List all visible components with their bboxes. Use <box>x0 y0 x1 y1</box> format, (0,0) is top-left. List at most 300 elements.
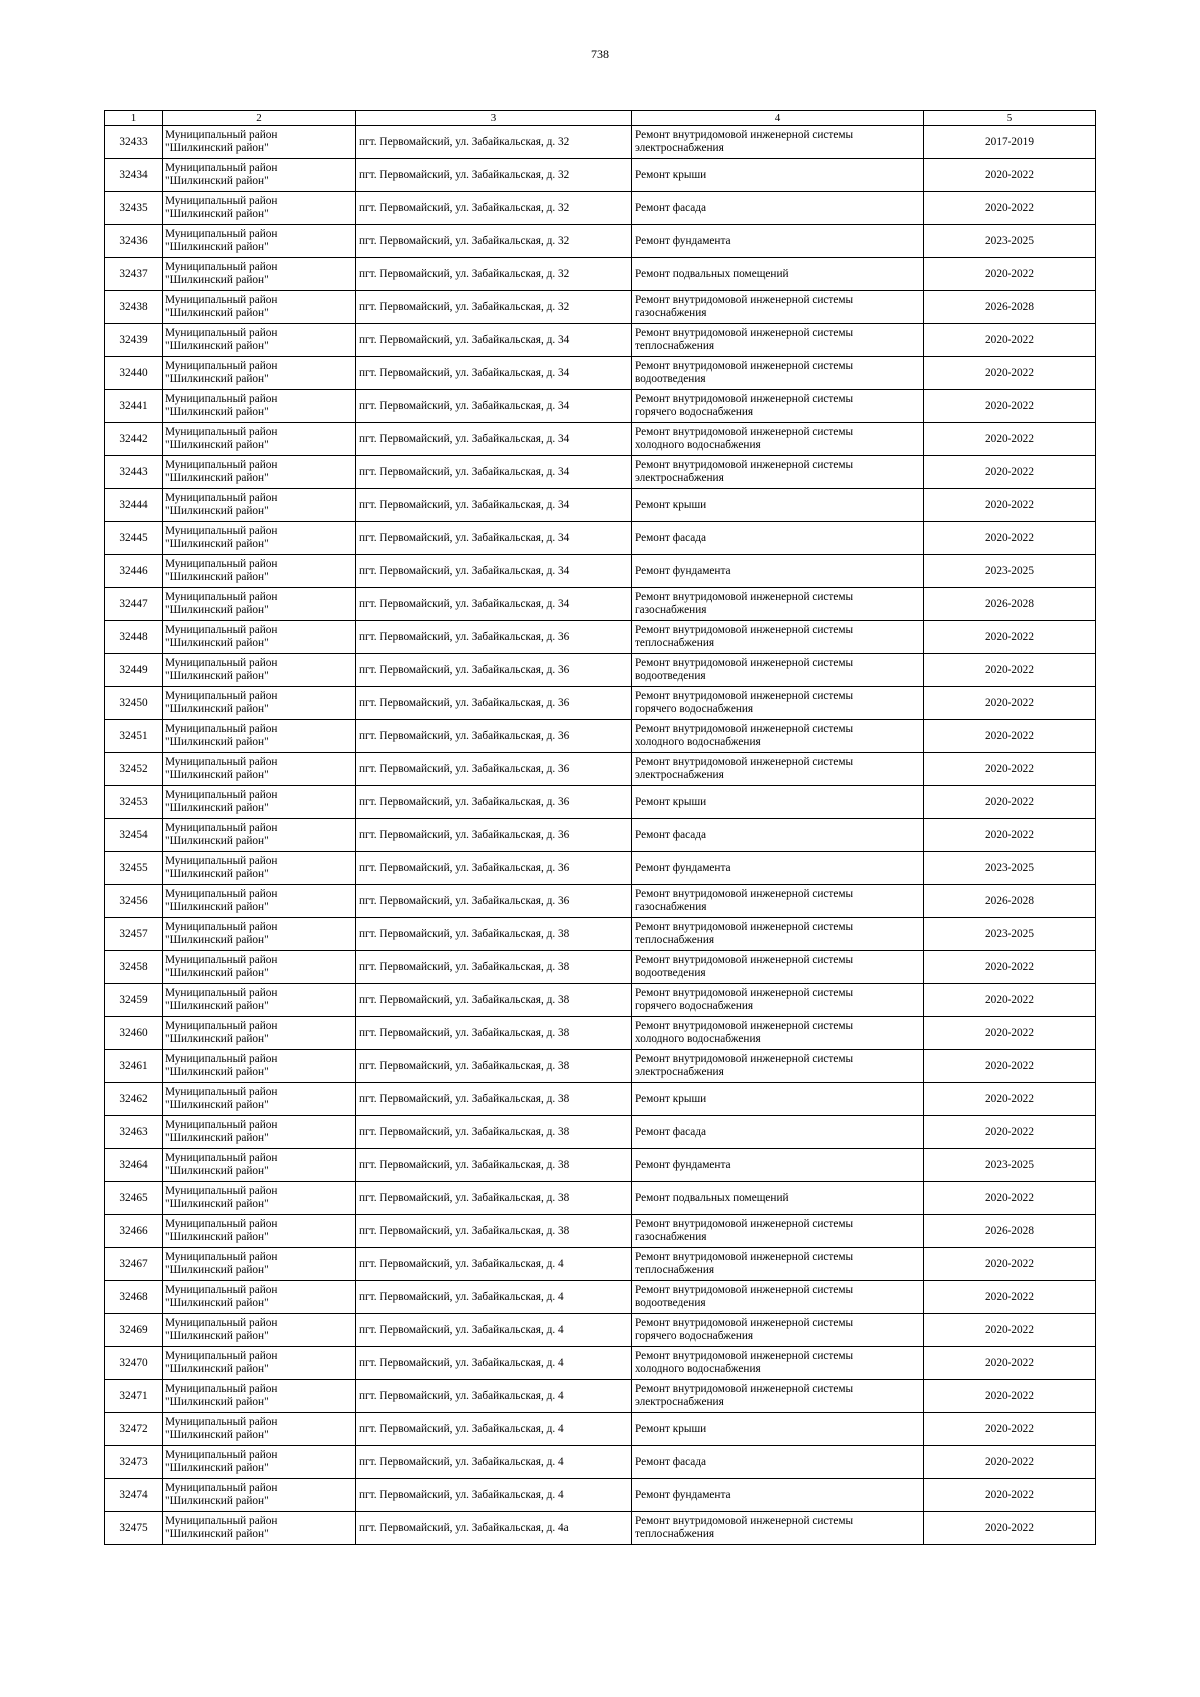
work-type-cell <box>632 258 924 291</box>
work-type-line: Ремонт фундамента <box>635 861 731 874</box>
period-cell: 2020-2022 <box>924 1512 1096 1545</box>
work-type-line: Ремонт фасада <box>635 1125 707 1138</box>
work-type-line: водоотведения <box>635 670 706 682</box>
period-cell: 2020-2022 <box>924 456 1096 489</box>
work-type-line: электроснабжения <box>635 769 724 781</box>
work-type-line: Ремонт внутридомовой инженерной системы <box>635 1350 854 1362</box>
address-cell: пгт. Первомайский, ул. Забайкальская, д. 32 <box>356 192 632 225</box>
address-cell: пгт. Первомайский, ул. Забайкальская, д. 36 <box>356 753 632 786</box>
table-row <box>105 984 1096 1017</box>
address-cell: пгт. Первомайский, ул. Забайкальская, д. 38 <box>356 984 632 1017</box>
period-cell: 2023-2025 <box>924 225 1096 258</box>
work-type-cell <box>632 1248 924 1281</box>
work-type-line: Ремонт внутридомовой инженерной системы <box>635 1053 854 1065</box>
table-row <box>105 324 1096 357</box>
row-number-cell: 32459 <box>105 984 163 1017</box>
municipality-line: Муниципальный район <box>165 822 278 834</box>
municipality-line: "Шилкинский район" <box>165 604 269 616</box>
address-cell: пгт. Первомайский, ул. Забайкальская, д. 32 <box>356 159 632 192</box>
address-cell: пгт. Первомайский, ул. Забайкальская, д. 34 <box>356 522 632 555</box>
address-cell: пгт. Первомайский, ул. Забайкальская, д. 32 <box>356 258 632 291</box>
municipality-cell <box>163 1116 356 1149</box>
municipality-line: Муниципальный район <box>165 789 278 801</box>
work-type-cell <box>632 1446 924 1479</box>
row-number-cell: 32466 <box>105 1215 163 1248</box>
municipality-line: Муниципальный район <box>165 954 278 966</box>
table-row <box>105 258 1096 291</box>
work-type-line: Ремонт внутридомовой инженерной системы <box>635 294 854 306</box>
table-row <box>105 1413 1096 1446</box>
row-number-cell: 32446 <box>105 555 163 588</box>
row-number-cell: 32437 <box>105 258 163 291</box>
municipality-cell <box>163 852 356 885</box>
municipality-cell <box>163 291 356 324</box>
work-type-cell <box>632 192 924 225</box>
municipality-line: Муниципальный район <box>165 129 278 141</box>
work-type-line: газоснабжения <box>635 901 707 913</box>
work-type-line: теплоснабжения <box>635 934 715 946</box>
municipality-line: "Шилкинский район" <box>165 1165 269 1177</box>
period-cell: 2020-2022 <box>924 357 1096 390</box>
table-row <box>105 1215 1096 1248</box>
municipality-line: Муниципальный район <box>165 756 278 768</box>
municipality-line: Муниципальный район <box>165 393 278 405</box>
address-cell: пгт. Первомайский, ул. Забайкальская, д. 36 <box>356 720 632 753</box>
municipality-cell <box>163 1050 356 1083</box>
address-cell: пгт. Первомайский, ул. Забайкальская, д. 4 <box>356 1248 632 1281</box>
period-cell: 2026-2028 <box>924 1215 1096 1248</box>
period-cell: 2020-2022 <box>924 1314 1096 1347</box>
period-cell: 2020-2022 <box>924 390 1096 423</box>
municipality-line: Муниципальный район <box>165 1086 278 1098</box>
row-number-cell: 32453 <box>105 786 163 819</box>
address-cell: пгт. Первомайский, ул. Забайкальская, д. 34 <box>356 324 632 357</box>
work-type-cell <box>632 456 924 489</box>
municipality-line: Муниципальный район <box>165 1515 278 1527</box>
work-type-line: Ремонт фундамента <box>635 1158 731 1171</box>
municipality-line: "Шилкинский район" <box>165 1132 269 1144</box>
work-type-line: Ремонт фундамента <box>635 234 731 247</box>
work-type-cell <box>632 555 924 588</box>
municipality-line: "Шилкинский район" <box>165 637 269 649</box>
row-number-cell: 32449 <box>105 654 163 687</box>
municipality-line: "Шилкинский район" <box>165 208 269 220</box>
work-type-line: Ремонт внутридомовой инженерной системы <box>635 426 854 438</box>
period-cell: 2020-2022 <box>924 720 1096 753</box>
period-cell: 2020-2022 <box>924 654 1096 687</box>
municipality-line: "Шилкинский район" <box>165 274 269 286</box>
period-cell: 2020-2022 <box>924 1479 1096 1512</box>
work-type-line: Ремонт фундамента <box>635 564 731 577</box>
address-cell: пгт. Первомайский, ул. Забайкальская, д. 38 <box>356 1017 632 1050</box>
work-type-cell <box>632 588 924 621</box>
work-type-line: Ремонт внутридомовой инженерной системы <box>635 756 854 768</box>
table-row <box>105 1050 1096 1083</box>
work-type-cell <box>632 1017 924 1050</box>
municipality-cell <box>163 1017 356 1050</box>
municipality-line: Муниципальный район <box>165 459 278 471</box>
row-number-cell: 32462 <box>105 1083 163 1116</box>
work-type-line: горячего водоснабжения <box>635 406 754 418</box>
municipality-line: "Шилкинский район" <box>165 901 269 913</box>
work-type-line: теплоснабжения <box>635 637 715 649</box>
municipality-cell <box>163 1215 356 1248</box>
address-cell: пгт. Первомайский, ул. Забайкальская, д. 36 <box>356 621 632 654</box>
municipality-cell <box>163 984 356 1017</box>
address-cell: пгт. Первомайский, ул. Забайкальская, д. 4 <box>356 1380 632 1413</box>
address-cell: пгт. Первомайский, ул. Забайкальская, д. 36 <box>356 819 632 852</box>
period-cell: 2020-2022 <box>924 192 1096 225</box>
address-cell: пгт. Первомайский, ул. Забайкальская, д. 38 <box>356 1215 632 1248</box>
address-cell: пгт. Первомайский, ул. Забайкальская, д. 38 <box>356 1083 632 1116</box>
municipality-cell <box>163 489 356 522</box>
work-type-cell <box>632 225 924 258</box>
municipality-cell <box>163 456 356 489</box>
work-type-line: Ремонт крыши <box>635 1092 707 1105</box>
period-cell: 2020-2022 <box>924 753 1096 786</box>
municipality-line: "Шилкинский район" <box>165 1297 269 1309</box>
work-type-cell <box>632 159 924 192</box>
municipality-cell <box>163 621 356 654</box>
address-cell: пгт. Первомайский, ул. Забайкальская, д. 34 <box>356 456 632 489</box>
address-cell: пгт. Первомайский, ул. Забайкальская, д. 36 <box>356 852 632 885</box>
table-row <box>105 1512 1096 1545</box>
work-type-line: теплоснабжения <box>635 340 715 352</box>
period-cell: 2020-2022 <box>924 687 1096 720</box>
work-type-cell <box>632 1512 924 1545</box>
work-type-cell <box>632 1215 924 1248</box>
work-type-cell <box>632 687 924 720</box>
municipality-line: "Шилкинский район" <box>165 1033 269 1045</box>
address-cell: пгт. Первомайский, ул. Забайкальская, д. 4а <box>356 1512 632 1545</box>
municipality-cell <box>163 423 356 456</box>
repair-schedule-table <box>104 110 1096 1545</box>
municipality-cell <box>163 258 356 291</box>
municipality-cell <box>163 786 356 819</box>
table-row <box>105 192 1096 225</box>
address-cell: пгт. Первомайский, ул. Забайкальская, д. 32 <box>356 225 632 258</box>
period-cell: 2020-2022 <box>924 1083 1096 1116</box>
municipality-line: Муниципальный район <box>165 987 278 999</box>
period-cell: 2020-2022 <box>924 258 1096 291</box>
address-cell: пгт. Первомайский, ул. Забайкальская, д. 38 <box>356 1149 632 1182</box>
municipality-cell <box>163 1149 356 1182</box>
row-number-cell: 32448 <box>105 621 163 654</box>
municipality-cell <box>163 225 356 258</box>
column-header-1: 1 <box>105 111 163 126</box>
work-type-cell <box>632 126 924 159</box>
table-row <box>105 522 1096 555</box>
table-row <box>105 1083 1096 1116</box>
address-cell: пгт. Первомайский, ул. Забайкальская, д. 36 <box>356 654 632 687</box>
municipality-line: "Шилкинский район" <box>165 142 269 154</box>
municipality-line: "Шилкинский район" <box>165 307 269 319</box>
address-cell: пгт. Первомайский, ул. Забайкальская, д. 4 <box>356 1479 632 1512</box>
row-number-cell: 32452 <box>105 753 163 786</box>
table-row <box>105 786 1096 819</box>
work-type-line: Ремонт внутридомовой инженерной системы <box>635 723 854 735</box>
work-type-line: Ремонт внутридомовой инженерной системы <box>635 393 854 405</box>
row-number-cell: 32433 <box>105 126 163 159</box>
work-type-cell <box>632 1380 924 1413</box>
address-cell: пгт. Первомайский, ул. Забайкальская, д. 36 <box>356 786 632 819</box>
municipality-line: "Шилкинский район" <box>165 1066 269 1078</box>
municipality-line: "Шилкинский район" <box>165 703 269 715</box>
work-type-cell <box>632 951 924 984</box>
period-cell: 2026-2028 <box>924 291 1096 324</box>
municipality-line: "Шилкинский район" <box>165 1462 269 1474</box>
table-row <box>105 1017 1096 1050</box>
row-number-cell: 32454 <box>105 819 163 852</box>
municipality-line: Муниципальный район <box>165 1317 278 1329</box>
work-type-cell <box>632 1149 924 1182</box>
work-type-cell <box>632 489 924 522</box>
municipality-cell <box>163 1281 356 1314</box>
municipality-line: "Шилкинский район" <box>165 670 269 682</box>
row-number-cell: 32443 <box>105 456 163 489</box>
municipality-line: "Шилкинский район" <box>165 241 269 253</box>
table-row <box>105 819 1096 852</box>
row-number-cell: 32441 <box>105 390 163 423</box>
municipality-cell <box>163 1083 356 1116</box>
municipality-line: "Шилкинский район" <box>165 406 269 418</box>
municipality-line: Муниципальный район <box>165 690 278 702</box>
municipality-cell <box>163 126 356 159</box>
address-cell: пгт. Первомайский, ул. Забайкальская, д. 36 <box>356 687 632 720</box>
table-row <box>105 126 1096 159</box>
period-cell: 2023-2025 <box>924 555 1096 588</box>
period-cell: 2026-2028 <box>924 588 1096 621</box>
municipality-cell <box>163 951 356 984</box>
work-type-line: горячего водоснабжения <box>635 703 754 715</box>
municipality-cell <box>163 1479 356 1512</box>
period-cell: 2020-2022 <box>924 819 1096 852</box>
period-cell: 2020-2022 <box>924 951 1096 984</box>
work-type-line: Ремонт внутридомовой инженерной системы <box>635 459 854 471</box>
table-row <box>105 456 1096 489</box>
table-row <box>105 1281 1096 1314</box>
work-type-line: горячего водоснабжения <box>635 1000 754 1012</box>
row-number-cell: 32439 <box>105 324 163 357</box>
row-number-cell: 32475 <box>105 1512 163 1545</box>
municipality-line: Муниципальный район <box>165 294 278 306</box>
table-row <box>105 555 1096 588</box>
municipality-line: Муниципальный район <box>165 228 278 240</box>
municipality-line: Муниципальный район <box>165 1416 278 1428</box>
work-type-line: Ремонт крыши <box>635 795 707 808</box>
municipality-cell <box>163 390 356 423</box>
work-type-cell <box>632 357 924 390</box>
work-type-line: Ремонт внутридомовой инженерной системы <box>635 327 854 339</box>
address-cell: пгт. Первомайский, ул. Забайкальская, д. 4 <box>356 1347 632 1380</box>
row-number-cell: 32467 <box>105 1248 163 1281</box>
municipality-line: "Шилкинский район" <box>165 1528 269 1540</box>
period-cell: 2020-2022 <box>924 1017 1096 1050</box>
work-type-line: Ремонт внутридомовой инженерной системы <box>635 1317 854 1329</box>
work-type-line: Ремонт внутридомовой инженерной системы <box>635 888 854 900</box>
row-number-cell: 32435 <box>105 192 163 225</box>
municipality-line: "Шилкинский район" <box>165 373 269 385</box>
work-type-line: Ремонт подвальных помещений <box>635 267 789 280</box>
work-type-line: водоотведения <box>635 373 706 385</box>
table-row <box>105 159 1096 192</box>
municipality-line: Муниципальный район <box>165 492 278 504</box>
address-cell: пгт. Первомайский, ул. Забайкальская, д. 4 <box>356 1281 632 1314</box>
table-row <box>105 225 1096 258</box>
period-cell: 2020-2022 <box>924 1413 1096 1446</box>
table-row <box>105 291 1096 324</box>
work-type-line: Ремонт фасада <box>635 531 707 544</box>
municipality-line: "Шилкинский район" <box>165 736 269 748</box>
period-cell: 2020-2022 <box>924 1116 1096 1149</box>
municipality-line: "Шилкинский район" <box>165 571 269 583</box>
table-row <box>105 1479 1096 1512</box>
header-row <box>105 111 1096 126</box>
municipality-line: "Шилкинский район" <box>165 934 269 946</box>
work-type-line: Ремонт внутридомовой инженерной системы <box>635 624 854 636</box>
address-cell: пгт. Первомайский, ул. Забайкальская, д. 38 <box>356 951 632 984</box>
municipality-line: Муниципальный район <box>165 558 278 570</box>
municipality-line: "Шилкинский район" <box>165 967 269 979</box>
municipality-line: "Шилкинский район" <box>165 340 269 352</box>
table-row <box>105 1347 1096 1380</box>
address-cell: пгт. Первомайский, ул. Забайкальская, д. 32 <box>356 126 632 159</box>
address-cell: пгт. Первомайский, ул. Забайкальская, д. 34 <box>356 588 632 621</box>
municipality-line: Муниципальный район <box>165 1284 278 1296</box>
table-row <box>105 1314 1096 1347</box>
work-type-line: холодного водоснабжения <box>635 1033 761 1045</box>
work-type-line: Ремонт внутридомовой инженерной системы <box>635 1383 854 1395</box>
municipality-line: Муниципальный район <box>165 360 278 372</box>
municipality-line: "Шилкинский район" <box>165 802 269 814</box>
column-header-3: 3 <box>356 111 632 126</box>
municipality-line: Муниципальный район <box>165 525 278 537</box>
municipality-line: "Шилкинский район" <box>165 175 269 187</box>
municipality-cell <box>163 555 356 588</box>
row-number-cell: 32444 <box>105 489 163 522</box>
work-type-cell <box>632 1347 924 1380</box>
table-row <box>105 588 1096 621</box>
municipality-line: "Шилкинский район" <box>165 1396 269 1408</box>
municipality-cell <box>163 522 356 555</box>
work-type-cell <box>632 324 924 357</box>
work-type-line: Ремонт внутридомовой инженерной системы <box>635 360 854 372</box>
work-type-line: Ремонт внутридомовой инженерной системы <box>635 591 854 603</box>
period-cell: 2020-2022 <box>924 489 1096 522</box>
work-type-line: водоотведения <box>635 1297 706 1309</box>
row-number-cell: 32464 <box>105 1149 163 1182</box>
row-number-cell: 32434 <box>105 159 163 192</box>
row-number-cell: 32463 <box>105 1116 163 1149</box>
table-row <box>105 390 1096 423</box>
address-cell: пгт. Первомайский, ул. Забайкальская, д. 4 <box>356 1413 632 1446</box>
row-number-cell: 32461 <box>105 1050 163 1083</box>
period-cell: 2020-2022 <box>924 621 1096 654</box>
column-header-5: 5 <box>924 111 1096 126</box>
table-row <box>105 423 1096 456</box>
table-row <box>105 1182 1096 1215</box>
address-cell: пгт. Первомайский, ул. Забайкальская, д. 34 <box>356 423 632 456</box>
municipality-cell <box>163 357 356 390</box>
work-type-line: Ремонт крыши <box>635 1422 707 1435</box>
municipality-line: Муниципальный район <box>165 1185 278 1197</box>
municipality-line: "Шилкинский район" <box>165 1264 269 1276</box>
municipality-line: "Шилкинский район" <box>165 868 269 880</box>
period-cell: 2020-2022 <box>924 1182 1096 1215</box>
period-cell: 2023-2025 <box>924 918 1096 951</box>
municipality-cell <box>163 1182 356 1215</box>
work-type-cell <box>632 885 924 918</box>
municipality-line: Муниципальный район <box>165 426 278 438</box>
row-number-cell: 32442 <box>105 423 163 456</box>
municipality-line: Муниципальный район <box>165 1152 278 1164</box>
municipality-cell <box>163 819 356 852</box>
municipality-line: Муниципальный район <box>165 1482 278 1494</box>
period-cell: 2020-2022 <box>924 1281 1096 1314</box>
work-type-line: Ремонт внутридомовой инженерной системы <box>635 1020 854 1032</box>
work-type-line: Ремонт внутридомовой инженерной системы <box>635 1515 854 1527</box>
municipality-line: Муниципальный район <box>165 1218 278 1230</box>
municipality-line: "Шилкинский район" <box>165 1495 269 1507</box>
work-type-cell <box>632 720 924 753</box>
work-type-line: Ремонт крыши <box>635 498 707 511</box>
period-cell: 2020-2022 <box>924 324 1096 357</box>
municipality-line: Муниципальный район <box>165 1449 278 1461</box>
municipality-line: Муниципальный район <box>165 888 278 900</box>
row-number-cell: 32445 <box>105 522 163 555</box>
row-number-cell: 32447 <box>105 588 163 621</box>
municipality-cell <box>163 1512 356 1545</box>
work-type-cell <box>632 753 924 786</box>
municipality-line: "Шилкинский район" <box>165 1330 269 1342</box>
municipality-cell <box>163 753 356 786</box>
work-type-line: газоснабжения <box>635 307 707 319</box>
work-type-cell <box>632 1116 924 1149</box>
table-row <box>105 1116 1096 1149</box>
municipality-cell <box>163 159 356 192</box>
work-type-cell <box>632 1413 924 1446</box>
row-number-cell: 32436 <box>105 225 163 258</box>
municipality-line: Муниципальный район <box>165 1020 278 1032</box>
municipality-line: "Шилкинский район" <box>165 472 269 484</box>
work-type-line: Ремонт внутридомовой инженерной системы <box>635 1218 854 1230</box>
table-row <box>105 357 1096 390</box>
municipality-cell <box>163 324 356 357</box>
row-number-cell: 32457 <box>105 918 163 951</box>
work-type-line: электроснабжения <box>635 472 724 484</box>
work-type-line: Ремонт внутридомовой инженерной системы <box>635 129 854 141</box>
address-cell: пгт. Первомайский, ул. Забайкальская, д. 32 <box>356 291 632 324</box>
work-type-cell <box>632 852 924 885</box>
work-type-cell <box>632 918 924 951</box>
table-row <box>105 753 1096 786</box>
work-type-cell <box>632 819 924 852</box>
row-number-cell: 32451 <box>105 720 163 753</box>
work-type-cell <box>632 522 924 555</box>
municipality-line: Муниципальный район <box>165 195 278 207</box>
municipality-line: "Шилкинский район" <box>165 439 269 451</box>
period-cell: 2023-2025 <box>924 1149 1096 1182</box>
municipality-cell <box>163 687 356 720</box>
work-type-cell <box>632 1050 924 1083</box>
municipality-cell <box>163 1248 356 1281</box>
municipality-line: "Шилкинский район" <box>165 769 269 781</box>
work-type-line: газоснабжения <box>635 604 707 616</box>
work-type-line: холодного водоснабжения <box>635 1363 761 1375</box>
municipality-cell <box>163 1446 356 1479</box>
municipality-line: "Шилкинский район" <box>165 835 269 847</box>
municipality-line: "Шилкинский район" <box>165 1099 269 1111</box>
